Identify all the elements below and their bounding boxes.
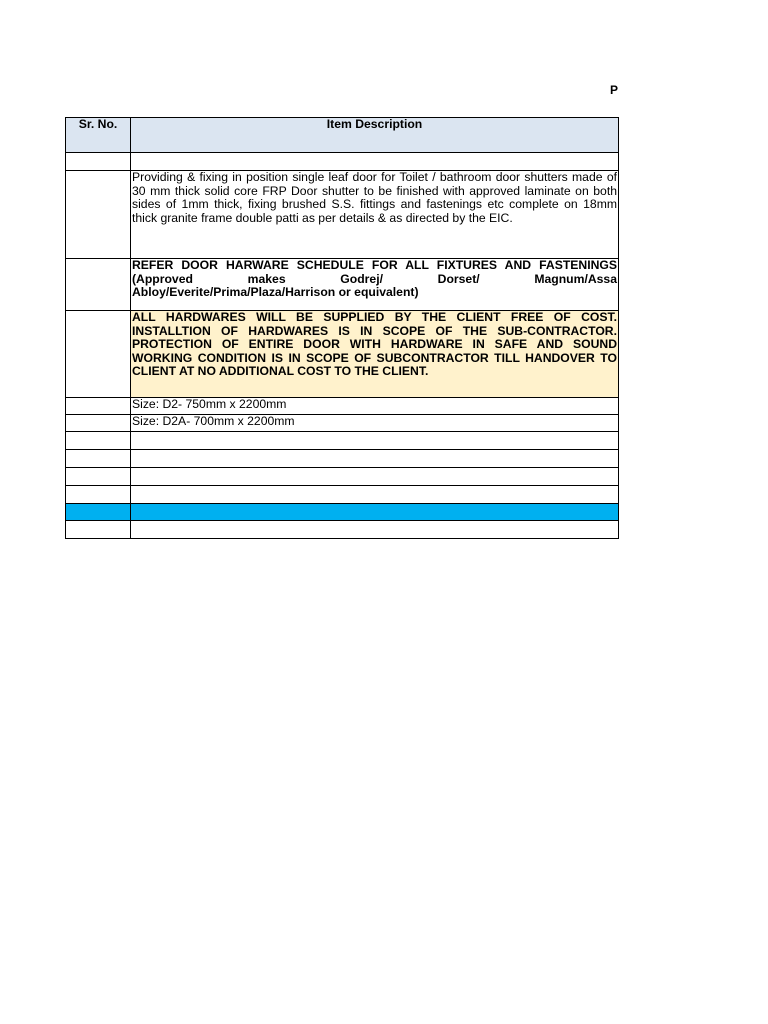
sr-no-cell[interactable] bbox=[66, 486, 131, 504]
highlighted-row bbox=[66, 504, 619, 521]
sr-no-cell[interactable] bbox=[66, 311, 131, 398]
item-description-cell[interactable]: Providing & fixing in position single leaf door for Toilet / bathroom door shutters made of 30 mm thick solid core FRP Door shutter to be finished with approved laminate on both sides of 1mm thick, fixing brushed S.S. fittings and fastenings etc complete on 18mm thick granite frame double patti as per details & as directed by the EIC. bbox=[131, 171, 619, 259]
description-cell[interactable] bbox=[131, 450, 619, 468]
table-row bbox=[66, 432, 619, 450]
table-row bbox=[66, 450, 619, 468]
table-row bbox=[66, 311, 619, 398]
description-cell[interactable] bbox=[131, 153, 619, 171]
table-row bbox=[66, 415, 619, 432]
item-description-header: Item Description bbox=[131, 118, 619, 153]
size-d2a-cell[interactable]: Size: D2A- 700mm x 2200mm bbox=[131, 415, 619, 432]
table-row bbox=[66, 398, 619, 415]
sr-no-cell[interactable] bbox=[66, 432, 131, 450]
table-row bbox=[66, 171, 619, 259]
sr-no-cell[interactable] bbox=[66, 171, 131, 259]
sr-no-cell[interactable] bbox=[66, 504, 131, 521]
table-row bbox=[66, 468, 619, 486]
sr-no-cell[interactable] bbox=[66, 415, 131, 432]
table-row bbox=[66, 259, 619, 311]
page-marker: P bbox=[610, 83, 619, 97]
table-header-row bbox=[66, 118, 619, 153]
hardware-note-cell[interactable]: ALL HARDWARES WILL BE SUPPLIED BY THE CLIENT FREE OF COST. INSTALLTION OF HARDWARES IS IN SCOPE OF THE SUB-CONTRACTOR. PROTECTION OF ENTIRE DOOR WITH HARDWARE IN SAFE AND SOUND WORKING CONDITION IS IN SCOPE OF SUBCONTRACTOR TILL HANDOVER TO CLIENT AT NO ADDITIONAL COST TO THE CLIENT. bbox=[131, 311, 619, 398]
sr-no-cell[interactable] bbox=[66, 521, 131, 539]
boq-table bbox=[65, 117, 619, 539]
description-cell[interactable] bbox=[131, 468, 619, 486]
sr-no-cell[interactable] bbox=[66, 450, 131, 468]
size-d2-cell[interactable]: Size: D2- 750mm x 2200mm bbox=[131, 398, 619, 415]
sr-no-cell[interactable] bbox=[66, 259, 131, 311]
sr-no-cell[interactable] bbox=[66, 153, 131, 171]
sr-no-cell[interactable] bbox=[66, 468, 131, 486]
sr-no-cell[interactable] bbox=[66, 398, 131, 415]
hardware-refer-cell[interactable]: REFER DOOR HARWARE SCHEDULE FOR ALL FIXTURES AND FASTENINGS (Approved makes Godrej/ Dorset/ Magnum/Assa Abloy/Everite/Prima/Plaza/Harrison or equivalent) bbox=[131, 259, 619, 311]
sr-no-header: Sr. No. bbox=[66, 118, 131, 153]
description-cell[interactable] bbox=[131, 504, 619, 521]
table-row bbox=[66, 486, 619, 504]
table-row bbox=[66, 521, 619, 539]
description-cell[interactable] bbox=[131, 521, 619, 539]
table-row bbox=[66, 153, 619, 171]
description-cell[interactable] bbox=[131, 486, 619, 504]
description-cell[interactable] bbox=[131, 432, 619, 450]
